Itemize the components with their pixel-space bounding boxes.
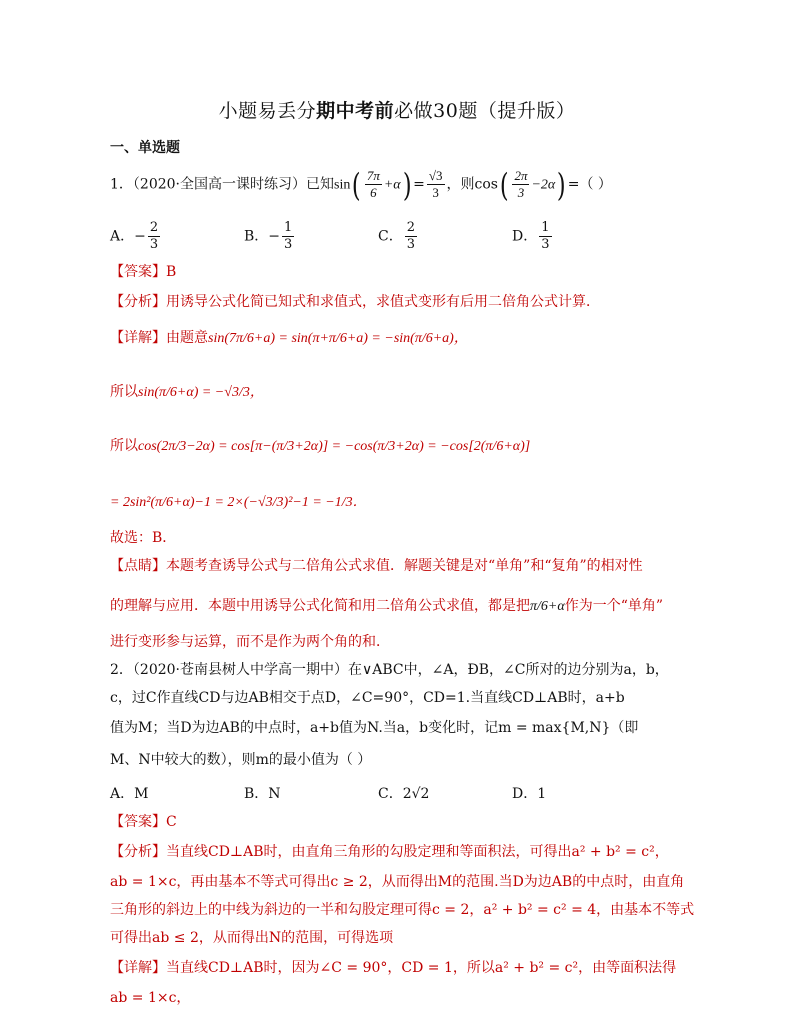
q2-detail-2: ab = 1×c， (110, 990, 191, 1006)
q1-stem-end: =（ ） (567, 176, 612, 193)
q1-cos-label: cos (474, 176, 498, 193)
q1-sin-label: sin (334, 177, 351, 193)
q1-option-a[interactable]: A．− $\frac{2}{3}$ (110, 220, 159, 252)
q2-option-a[interactable]: A．M (110, 786, 149, 802)
section-heading: 一、单选题 (110, 140, 180, 156)
q1-detail: 【详解】由题意sin(7π/6+a) = sin(π+π/6+a) = −sin(π/6+a)， (110, 330, 468, 346)
q1-analysis: 【分析】用诱导公式化简已知式和求值式，求值式变形有后用二倍角公式计算． (110, 294, 600, 310)
q1-stem-text-b: ，则 (446, 176, 475, 193)
q2-line-2: c，过C作直线CD与边AB相交于点D，∠C=90°，CD=1.当直线CD⊥AB时，a+b (110, 690, 625, 706)
q1-given-frac: $\frac{7\pi}{6}$ (366, 168, 380, 200)
title-part-bold: 期中考前 (316, 100, 395, 122)
q1-so2: 所以cos(2π/3−2α) = cos[π−(π/3+2α)] = −cos(π/3+2α) = −cos[2(π/6+α)] (110, 438, 531, 454)
q2-analysis-3: 三角形的斜边上的中线为斜边的一半和勾股定理可得c = 2，a² + b² = c² = 4，由基本不等式 (110, 902, 695, 918)
q1-answer: 【答案】B (110, 264, 177, 280)
q2-analysis-4: 可得出ab ≤ 2，从而得出N的范围，可得选项 (110, 930, 394, 946)
q1-eq: = (413, 176, 425, 193)
q1-note-3: 进行变形参与运算，而不是作为两个角的和． (110, 634, 390, 650)
q1-target-frac: $\frac{2\pi}{3}$ (514, 168, 528, 200)
q1-paren-close: ) (402, 165, 412, 204)
q1-option-d-frac: $\frac{1}{3}$ (541, 220, 550, 252)
title-part-2: 必做30题（提升版） (394, 100, 576, 122)
q1-option-c[interactable]: C． $\frac{2}{3}$ (378, 220, 415, 252)
q1-option-b[interactable]: B．− $\frac{1}{3}$ (244, 220, 293, 252)
q2-option-b[interactable]: B．N (244, 786, 281, 802)
q1-line4: = 2sin²(π/6+α)−1 = 2×(−√3/3)²−1 = −1/3． (110, 495, 367, 510)
q1-given-var: +α (383, 177, 401, 193)
q1-paren-close-2: ) (557, 165, 566, 204)
q1-note-2: 的理解与应用．本题中用诱导公式化简和用二倍角公式求值，都是把π/6+α作为一个“单角” (110, 598, 664, 614)
q1-given-value: $\frac{√3}{3}$ (428, 168, 443, 200)
q1-paren-open: ( (352, 165, 361, 204)
q1-option-c-frac: $\frac{2}{3}$ (406, 220, 415, 252)
title-part-1: 小题易丢分 (218, 100, 317, 122)
q1-option-a-frac: $\frac{2}{3}$ (149, 220, 159, 252)
q1-stem-text: 1．（2020·全国高一课时练习）已知 (110, 176, 334, 193)
q1-so1: 所以sin(π/6+α) = −√3/3， (110, 384, 264, 400)
q2-answer: 【答案】C (110, 814, 177, 830)
q1-option-b-frac: $\frac{1}{3}$ (284, 220, 293, 252)
q2-line-4: M、N中较大的数），则m的最小值为（ ） (110, 752, 372, 768)
q1-stem (110, 165, 612, 204)
q2-option-d[interactable]: D．1 (512, 786, 547, 802)
page-title (0, 96, 794, 123)
q2-detail-1: 【详解】当直线CD⊥AB时，因为∠C = 90°，CD = 1，所以a² + b² = c²，由等面积法得 (110, 960, 677, 976)
q2-line-1: 2．（2020·苍南县树人中学高一期中）在∨ABC中，∠A，ÐB，∠C所对的边分别为a，b， (110, 662, 669, 678)
q2-line-3: 值为M；当D为边AB的中点时，a+b值为N.当a，b变化时，记m = max{M,N}（即 (110, 720, 639, 736)
q1-choose: 故选：B． (110, 530, 177, 546)
q2-analysis-1: 【分析】当直线CD⊥AB时，由直角三角形的勾股定理和等面积法，可得出a² + b² = c²， (110, 844, 669, 860)
q1-note-1: 【点睛】本题考查诱导公式与二倍角公式求值．解题关键是对“单角”和“复角”的相对性 (110, 558, 643, 574)
q1-target-var: −2α (531, 177, 556, 193)
q1-paren-open-2: ( (499, 165, 509, 204)
q2-analysis-2: ab = 1×c，再由基本不等式可得出c ≥ 2，从而得出M的范围.当D为边AB的中点时，由直角 (110, 874, 685, 890)
q2-option-c[interactable]: C．2√2 (378, 786, 430, 802)
q1-option-d[interactable]: D． $\frac{1}{3}$ (512, 220, 550, 252)
